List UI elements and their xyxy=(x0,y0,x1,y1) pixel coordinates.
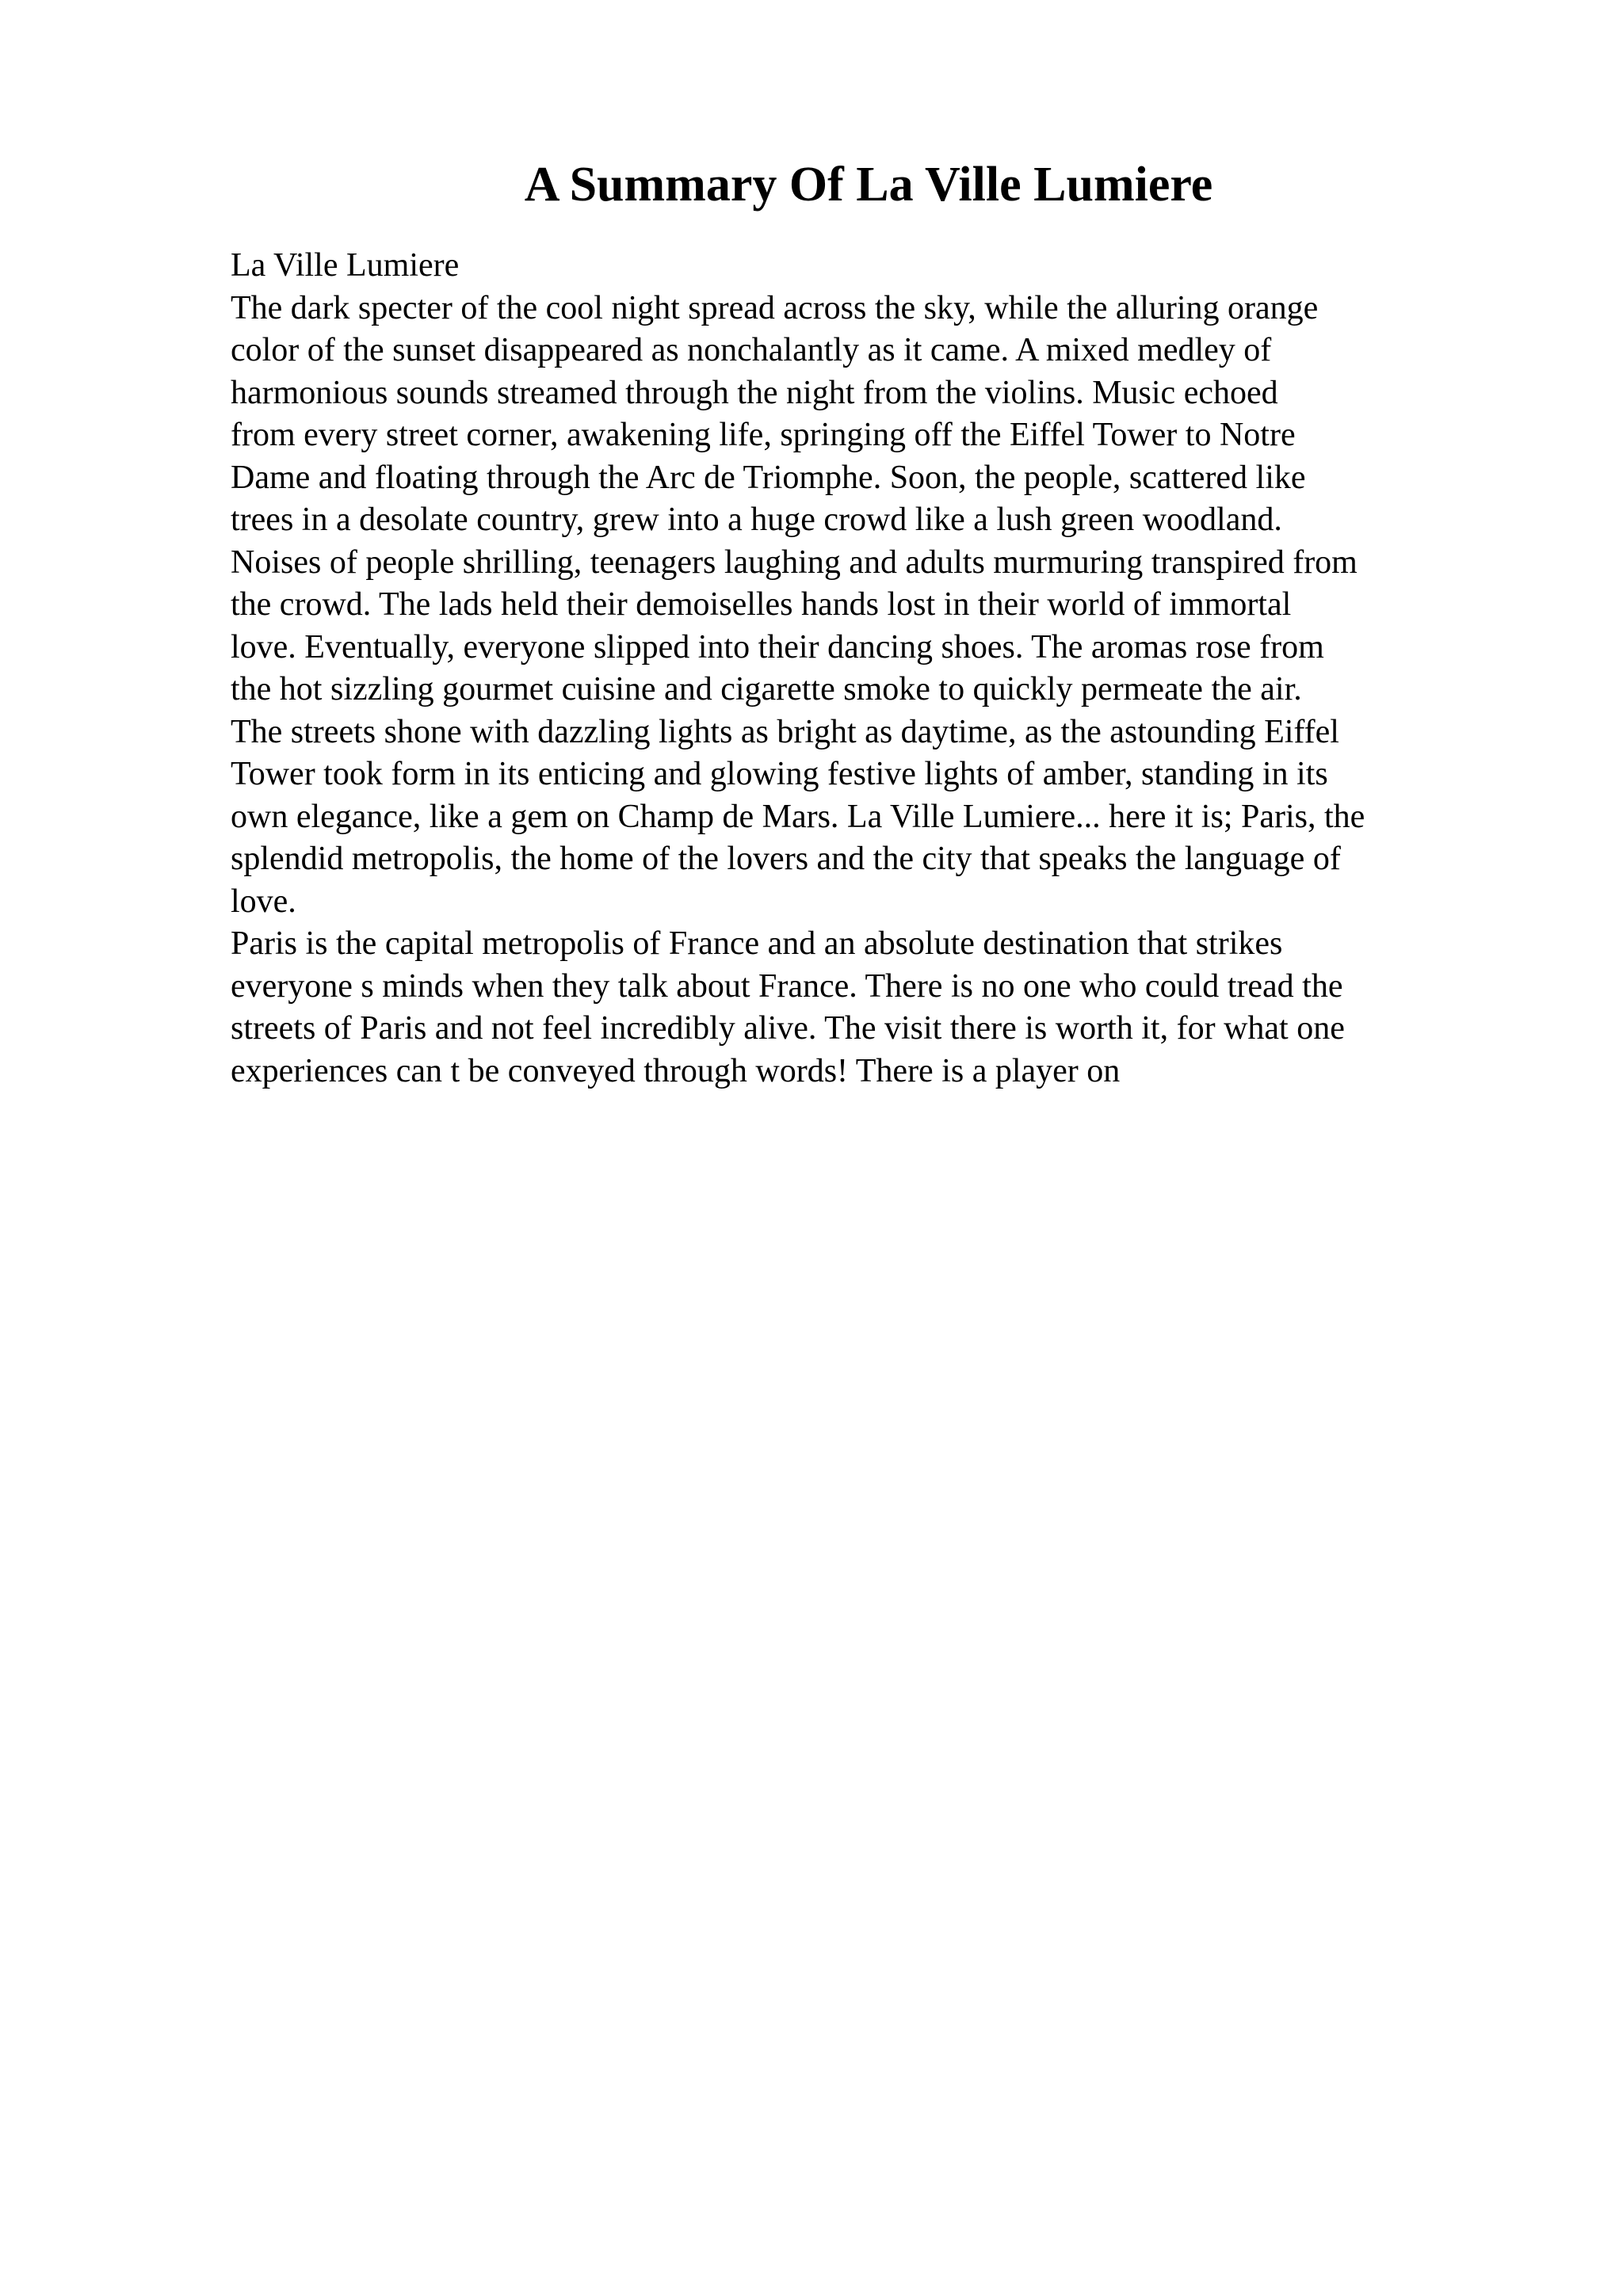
text-line: splendid metropolis, the home of the lovers and the city that speaks the language of xyxy=(231,841,1341,877)
text-line: color of the sunset disappeared as nonchalantly as it came. A mixed medley of xyxy=(231,332,1272,368)
text-line: Tower took form in its enticing and glowing festive lights of amber, standing in its xyxy=(231,756,1328,792)
text-line: Paris is the capital metropolis of France and an absolute destination that strikes xyxy=(231,925,1283,962)
text-line: from every street corner, awakening life, springing off the Eiffel Tower to Notre xyxy=(231,417,1296,453)
text-line: the hot sizzling gourmet cuisine and cigarette smoke to quickly permeate the air. xyxy=(231,671,1302,707)
text-line: own elegance, like a gem on Champ de Mars. La Ville Lumiere... here it is; Paris, the xyxy=(231,798,1365,835)
text-line: Dame and floating through the Arc de Triomphe. Soon, the people, scattered like xyxy=(231,459,1306,496)
text-line: Noises of people shrilling, teenagers laughing and adults murmuring transpired from xyxy=(231,543,1358,581)
text-line: love. xyxy=(231,883,296,920)
text-line: harmonious sounds streamed through the night from the violins. Music echoed xyxy=(231,374,1278,411)
text-line: trees in a desolate country, grew into a huge crowd like a lush green woodland. xyxy=(231,502,1282,538)
text-line: experiences can t be conveyed through words! There is a player on xyxy=(231,1052,1121,1089)
text-line: La Ville Lumiere xyxy=(231,247,460,284)
text-line: everyone s minds when they talk about France. There is no one who could tread the xyxy=(231,967,1343,1005)
document-title: A Summary Of La Ville Lumiere xyxy=(524,158,1213,212)
text-line: love. Eventually, everyone slipped into their dancing shoes. The aromas rose from xyxy=(231,628,1324,666)
text-line: streets of Paris and not feel incredibly alive. The visit there is worth it, for what one xyxy=(231,1010,1345,1047)
text-line: The dark specter of the cool night spread across the sky, while the alluring orange xyxy=(231,289,1319,326)
document-body xyxy=(231,245,1578,1093)
text-line: The streets shone with dazzling lights as bright as daytime, as the astounding Eiffel xyxy=(231,713,1339,750)
text-line: the crowd. The lads held their demoiselles hands lost in their world of immortal xyxy=(231,586,1292,623)
